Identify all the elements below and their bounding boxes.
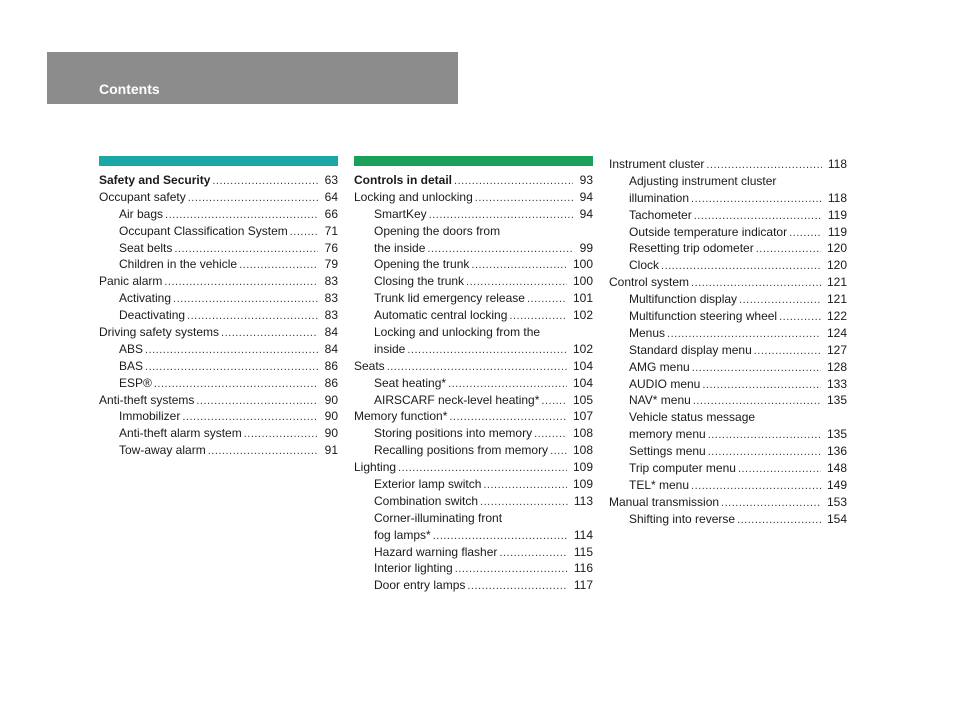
dot-leader bbox=[165, 207, 318, 223]
dot-leader bbox=[174, 241, 318, 257]
toc-entry[interactable] bbox=[354, 560, 593, 577]
dot-leader bbox=[145, 342, 318, 358]
toc-entry-page: 100 bbox=[572, 257, 593, 272]
dot-leader bbox=[164, 274, 318, 290]
dot-leader bbox=[789, 225, 822, 241]
toc-entry[interactable] bbox=[354, 392, 593, 409]
toc-entry[interactable] bbox=[99, 392, 338, 409]
dot-leader bbox=[471, 257, 567, 273]
dot-leader bbox=[449, 409, 567, 425]
toc-entry-title: ESP® bbox=[119, 375, 152, 390]
dot-leader bbox=[708, 427, 821, 443]
toc-entry-title: Storing positions into memory bbox=[374, 426, 533, 441]
toc-entry-page: 93 bbox=[579, 173, 593, 187]
toc-entry-title: Children in the vehicle bbox=[119, 257, 238, 272]
toc-entry[interactable] bbox=[99, 324, 338, 341]
section-color-bar bbox=[354, 156, 593, 166]
toc-entry-title: Hazard warning flasher bbox=[374, 544, 498, 559]
dot-leader bbox=[212, 173, 318, 189]
dot-leader bbox=[541, 393, 567, 409]
toc-entry-page: 102 bbox=[572, 341, 593, 356]
toc-column-3 bbox=[609, 156, 847, 528]
toc-entry-title: Resetting trip odometer bbox=[629, 241, 754, 256]
toc-entry-title: Panic alarm bbox=[99, 274, 163, 289]
toc-entry[interactable] bbox=[99, 189, 338, 206]
dot-leader bbox=[534, 426, 567, 442]
dot-leader bbox=[738, 461, 821, 477]
toc-entry[interactable] bbox=[354, 375, 593, 392]
dot-leader bbox=[550, 443, 567, 459]
toc-entry-page: 90 bbox=[324, 392, 338, 407]
toc-entry[interactable] bbox=[99, 240, 338, 257]
toc-entry[interactable] bbox=[609, 477, 847, 494]
toc-entry-title: Multifunction display bbox=[629, 292, 738, 307]
toc-entry-title: Shifting into reverse bbox=[629, 511, 736, 526]
toc-entry-page: 118 bbox=[827, 190, 847, 205]
toc-entry-page: 83 bbox=[324, 291, 338, 306]
dot-leader bbox=[706, 157, 821, 173]
toc-entry[interactable] bbox=[609, 291, 847, 308]
toc-entry-title: Trip computer menu bbox=[629, 461, 736, 476]
toc-entry-title: Tachometer bbox=[629, 207, 692, 222]
toc-entry[interactable] bbox=[609, 207, 847, 224]
toc-entry[interactable] bbox=[354, 493, 593, 510]
toc-entry[interactable] bbox=[609, 325, 847, 342]
toc-entry-title: Anti-theft alarm system bbox=[119, 426, 242, 441]
toc-entry-page: 99 bbox=[579, 240, 593, 255]
toc-entry-page: 83 bbox=[324, 274, 338, 289]
dot-leader bbox=[667, 326, 821, 342]
toc-entry-page: 79 bbox=[324, 257, 338, 272]
toc-entry-title: the inside bbox=[374, 240, 426, 255]
toc-column-2 bbox=[354, 156, 593, 594]
toc-entry[interactable] bbox=[609, 511, 847, 528]
toc-entry-page: 66 bbox=[324, 206, 338, 221]
dot-leader bbox=[721, 495, 821, 511]
toc-entry-title: TEL* menu bbox=[629, 477, 690, 492]
toc-entry-title: Standard display menu bbox=[629, 342, 752, 357]
dot-leader bbox=[480, 494, 568, 510]
toc-entry-title: Locking and unlocking bbox=[354, 189, 473, 204]
toc-entry[interactable] bbox=[99, 425, 338, 442]
toc-entry-page: 108 bbox=[572, 443, 593, 458]
toc-entry-page: 104 bbox=[572, 375, 593, 390]
toc-entry[interactable] bbox=[354, 510, 593, 527]
toc-entry-page: 149 bbox=[826, 477, 847, 492]
toc-entry-title: Menus bbox=[629, 325, 666, 340]
toc-entry-title: Deactivating bbox=[119, 308, 186, 323]
toc-entry-page: 154 bbox=[826, 511, 847, 526]
toc-entry[interactable] bbox=[354, 290, 593, 307]
toc-entry-page: 115 bbox=[573, 544, 593, 559]
dot-leader bbox=[154, 376, 318, 392]
toc-entry-page: 105 bbox=[572, 392, 593, 407]
toc-entry-title: Control system bbox=[609, 275, 690, 290]
page-title: Contents bbox=[99, 81, 160, 97]
toc-entry[interactable] bbox=[609, 240, 847, 257]
toc-entry[interactable] bbox=[354, 577, 593, 594]
dot-leader bbox=[708, 444, 821, 460]
toc-entry-title: Occupant safety bbox=[99, 189, 186, 204]
toc-entry-page: 83 bbox=[324, 308, 338, 323]
toc-entry-page: 153 bbox=[826, 494, 847, 509]
toc-entry-title: Interior lighting bbox=[374, 561, 453, 576]
dot-leader bbox=[455, 561, 568, 577]
toc-entry-title: Seat heating* bbox=[374, 375, 447, 390]
toc-entry-page: 127 bbox=[826, 342, 847, 357]
dot-leader bbox=[466, 274, 567, 290]
toc-entry-page: 135 bbox=[826, 427, 847, 442]
toc-entry[interactable] bbox=[609, 409, 847, 426]
toc-entry[interactable] bbox=[99, 358, 338, 375]
toc-entry-title: Multifunction steering wheel bbox=[629, 309, 778, 324]
toc-entry[interactable] bbox=[609, 190, 847, 207]
dot-leader bbox=[454, 173, 573, 189]
toc-entry-page: 84 bbox=[324, 325, 338, 340]
toc-entry-title: NAV* menu bbox=[629, 393, 691, 408]
toc-entry-title: Exterior lamp switch bbox=[374, 477, 482, 492]
toc-entry-page: 114 bbox=[573, 527, 593, 542]
toc-entry[interactable] bbox=[99, 290, 338, 307]
dot-leader bbox=[694, 208, 822, 224]
toc-entry-title: Seat belts bbox=[119, 240, 173, 255]
dot-leader bbox=[290, 224, 318, 240]
toc-entry-title: Anti-theft systems bbox=[99, 392, 195, 407]
toc-entry-page: 90 bbox=[324, 409, 338, 424]
toc-entry[interactable] bbox=[354, 273, 593, 290]
toc-entry[interactable] bbox=[354, 341, 593, 358]
toc-entry-page: 76 bbox=[324, 240, 338, 255]
toc-entry-page: 120 bbox=[826, 258, 847, 273]
dot-leader bbox=[691, 191, 822, 207]
dot-leader bbox=[527, 291, 567, 307]
toc-entry-title: Tow-away alarm bbox=[119, 443, 206, 458]
toc-entry-title: Manual transmission bbox=[609, 494, 720, 509]
toc-entry-title: AUDIO menu bbox=[629, 376, 701, 391]
toc-entry[interactable] bbox=[354, 527, 593, 544]
toc-entry-page: 84 bbox=[324, 341, 338, 356]
toc-entry-title: Clock bbox=[629, 258, 660, 273]
toc-entry[interactable] bbox=[99, 273, 338, 290]
toc-entry[interactable] bbox=[609, 443, 847, 460]
dot-leader bbox=[737, 512, 821, 528]
toc-entry-page: 94 bbox=[579, 206, 593, 221]
dot-leader bbox=[145, 359, 318, 375]
toc-entry[interactable] bbox=[354, 240, 593, 257]
toc-entry[interactable] bbox=[609, 392, 847, 409]
toc-entry[interactable] bbox=[99, 307, 338, 324]
toc-entry-title: Opening the trunk bbox=[374, 257, 470, 272]
dot-leader bbox=[398, 460, 567, 476]
dot-leader bbox=[756, 241, 821, 257]
toc-entry-title: fog lamps* bbox=[374, 527, 431, 542]
toc-entry-title: AMG menu bbox=[629, 359, 690, 374]
toc-entry-title: Locking and unlocking from the bbox=[374, 325, 541, 340]
toc-entry-page: 63 bbox=[324, 173, 338, 187]
toc-entry[interactable] bbox=[609, 359, 847, 376]
toc-entry[interactable] bbox=[354, 223, 593, 240]
dot-leader bbox=[173, 291, 318, 307]
dot-leader bbox=[244, 426, 318, 442]
toc-entry-page: 86 bbox=[324, 375, 338, 390]
toc-entry-title: Adjusting instrument cluster bbox=[629, 173, 777, 188]
toc-entry[interactable] bbox=[99, 408, 338, 425]
dot-leader bbox=[387, 359, 567, 375]
toc-entry[interactable] bbox=[99, 375, 338, 392]
dot-leader bbox=[429, 207, 573, 223]
toc-entry[interactable] bbox=[99, 256, 338, 273]
toc-entry-page: 71 bbox=[324, 223, 338, 238]
toc-entry-title: Instrument cluster bbox=[609, 157, 705, 171]
toc-entry[interactable] bbox=[354, 307, 593, 324]
dot-leader bbox=[467, 578, 567, 594]
toc-entry-title: ABS bbox=[119, 341, 144, 356]
toc-entry[interactable] bbox=[609, 426, 847, 443]
toc-entry-page: 120 bbox=[826, 241, 847, 256]
toc-entry[interactable] bbox=[99, 223, 338, 240]
dot-leader bbox=[693, 393, 821, 409]
toc-entry-page: 102 bbox=[572, 308, 593, 323]
toc-entry[interactable] bbox=[99, 172, 338, 189]
toc-entry-title: Trunk lid emergency release bbox=[374, 291, 525, 306]
toc-entry-title: Outside temperature indicator bbox=[629, 224, 788, 239]
dot-leader bbox=[691, 275, 821, 291]
toc-entry-title: AIRSCARF neck-level heating* bbox=[374, 392, 540, 407]
dot-leader bbox=[661, 258, 821, 274]
toc-entry-page: 109 bbox=[572, 460, 593, 475]
dot-leader bbox=[739, 292, 821, 308]
toc-entry[interactable] bbox=[609, 376, 847, 393]
toc-entry-page: 118 bbox=[827, 157, 847, 171]
dot-leader bbox=[475, 190, 573, 206]
toc-entry-title: SmartKey bbox=[374, 206, 427, 221]
toc-entry-page: 86 bbox=[324, 358, 338, 373]
toc-entry[interactable] bbox=[354, 189, 593, 206]
dot-leader bbox=[208, 443, 318, 459]
toc-entry[interactable] bbox=[609, 224, 847, 241]
dot-leader bbox=[187, 308, 318, 324]
toc-entry-page: 133 bbox=[826, 376, 847, 391]
toc-entry[interactable] bbox=[354, 324, 593, 341]
toc-entry-title: Recalling positions from memory bbox=[374, 443, 549, 458]
toc-entry-title: BAS bbox=[119, 358, 144, 373]
toc-entry-page: 101 bbox=[572, 291, 593, 306]
toc-entry-page: 136 bbox=[826, 444, 847, 459]
toc-entry[interactable] bbox=[354, 476, 593, 493]
toc-entry[interactable] bbox=[609, 156, 847, 173]
toc-entry-title: Activating bbox=[119, 291, 172, 306]
toc-entry[interactable] bbox=[354, 206, 593, 223]
toc-entry[interactable] bbox=[609, 173, 847, 190]
section-color-bar bbox=[99, 156, 338, 166]
toc-entry-page: 128 bbox=[826, 359, 847, 374]
contents-header bbox=[47, 52, 458, 104]
toc-entry-page: 107 bbox=[572, 409, 593, 424]
dot-leader bbox=[691, 478, 821, 494]
toc-entry-page: 124 bbox=[826, 325, 847, 340]
toc-entry-title: Closing the trunk bbox=[374, 274, 465, 289]
toc-entry-page: 108 bbox=[572, 426, 593, 441]
toc-entry-title: Safety and Security bbox=[99, 173, 211, 187]
toc-entry-title: memory menu bbox=[629, 427, 706, 442]
toc-entry-title: Seats bbox=[354, 358, 385, 373]
toc-entry-page: 119 bbox=[827, 207, 847, 222]
toc-entry[interactable] bbox=[354, 358, 593, 375]
toc-entry[interactable] bbox=[354, 442, 593, 459]
toc-entry-title: Memory function* bbox=[354, 409, 448, 424]
dot-leader bbox=[483, 477, 567, 493]
dot-leader bbox=[779, 309, 821, 325]
dot-leader bbox=[182, 409, 318, 425]
toc-entry-title: Corner-illuminating front bbox=[374, 510, 503, 525]
dot-leader bbox=[188, 190, 318, 206]
toc-entry-title: Lighting bbox=[354, 460, 397, 475]
toc-entry[interactable] bbox=[609, 308, 847, 325]
dot-leader bbox=[754, 343, 821, 359]
toc-entry[interactable] bbox=[609, 257, 847, 274]
toc-entry-title: Controls in detail bbox=[354, 173, 453, 187]
dot-leader bbox=[448, 376, 567, 392]
toc-entry[interactable] bbox=[609, 274, 847, 291]
toc-entry-page: 113 bbox=[573, 493, 593, 508]
toc-entry[interactable] bbox=[609, 460, 847, 477]
toc-column-1 bbox=[99, 156, 338, 459]
toc-entry-title: Vehicle status message bbox=[629, 410, 756, 425]
toc-entry-title: Occupant Classification System bbox=[119, 223, 288, 238]
dot-leader bbox=[407, 342, 567, 358]
toc-entry-title: Air bags bbox=[119, 206, 164, 221]
toc-entry-page: 91 bbox=[324, 443, 338, 458]
toc-entry[interactable] bbox=[354, 459, 593, 476]
toc-entry-page: 90 bbox=[324, 426, 338, 441]
toc-entry-page: 148 bbox=[826, 461, 847, 476]
dot-leader bbox=[702, 377, 821, 393]
toc-entry-title: Driving safety systems bbox=[99, 325, 220, 340]
toc-entry-page: 119 bbox=[827, 224, 847, 239]
toc-entry[interactable] bbox=[354, 172, 593, 189]
toc-entry-page: 117 bbox=[573, 578, 593, 593]
toc-entry[interactable] bbox=[99, 442, 338, 459]
toc-entry-title: Opening the doors from bbox=[374, 223, 501, 238]
toc-entry-page: 64 bbox=[324, 189, 338, 204]
toc-entry[interactable] bbox=[609, 494, 847, 511]
toc-entry-title: illumination bbox=[629, 190, 690, 205]
toc-entry-page: 135 bbox=[826, 393, 847, 408]
dot-leader bbox=[239, 257, 318, 273]
toc-entry-page: 121 bbox=[826, 275, 847, 290]
toc-entry-page: 104 bbox=[572, 358, 593, 373]
dot-leader bbox=[499, 545, 567, 561]
dot-leader bbox=[692, 360, 821, 376]
toc-entry[interactable] bbox=[354, 408, 593, 425]
toc-entry-title: Automatic central locking bbox=[374, 308, 508, 323]
toc-entry[interactable] bbox=[99, 341, 338, 358]
toc-entry-page: 109 bbox=[572, 477, 593, 492]
toc-entry[interactable] bbox=[609, 342, 847, 359]
toc-entry-title: Settings menu bbox=[629, 444, 706, 459]
toc-entry-page: 94 bbox=[579, 189, 593, 204]
toc-entry[interactable] bbox=[99, 206, 338, 223]
dot-leader bbox=[221, 325, 318, 341]
toc-entry[interactable] bbox=[354, 425, 593, 442]
toc-entry-page: 122 bbox=[826, 309, 847, 324]
toc-entry-page: 100 bbox=[572, 274, 593, 289]
dot-leader bbox=[196, 393, 318, 409]
toc-entry[interactable] bbox=[354, 544, 593, 561]
toc-entry[interactable] bbox=[354, 256, 593, 273]
toc-entry-title: inside bbox=[374, 341, 406, 356]
toc-entry-title: Door entry lamps bbox=[374, 578, 466, 593]
dot-leader bbox=[433, 528, 568, 544]
toc-entry-page: 116 bbox=[573, 561, 593, 576]
toc-entry-title: Immobilizer bbox=[119, 409, 181, 424]
toc-entry-title: Combination switch bbox=[374, 493, 479, 508]
dot-leader bbox=[427, 241, 573, 257]
toc-entry-page: 121 bbox=[826, 292, 847, 307]
dot-leader bbox=[509, 308, 567, 324]
